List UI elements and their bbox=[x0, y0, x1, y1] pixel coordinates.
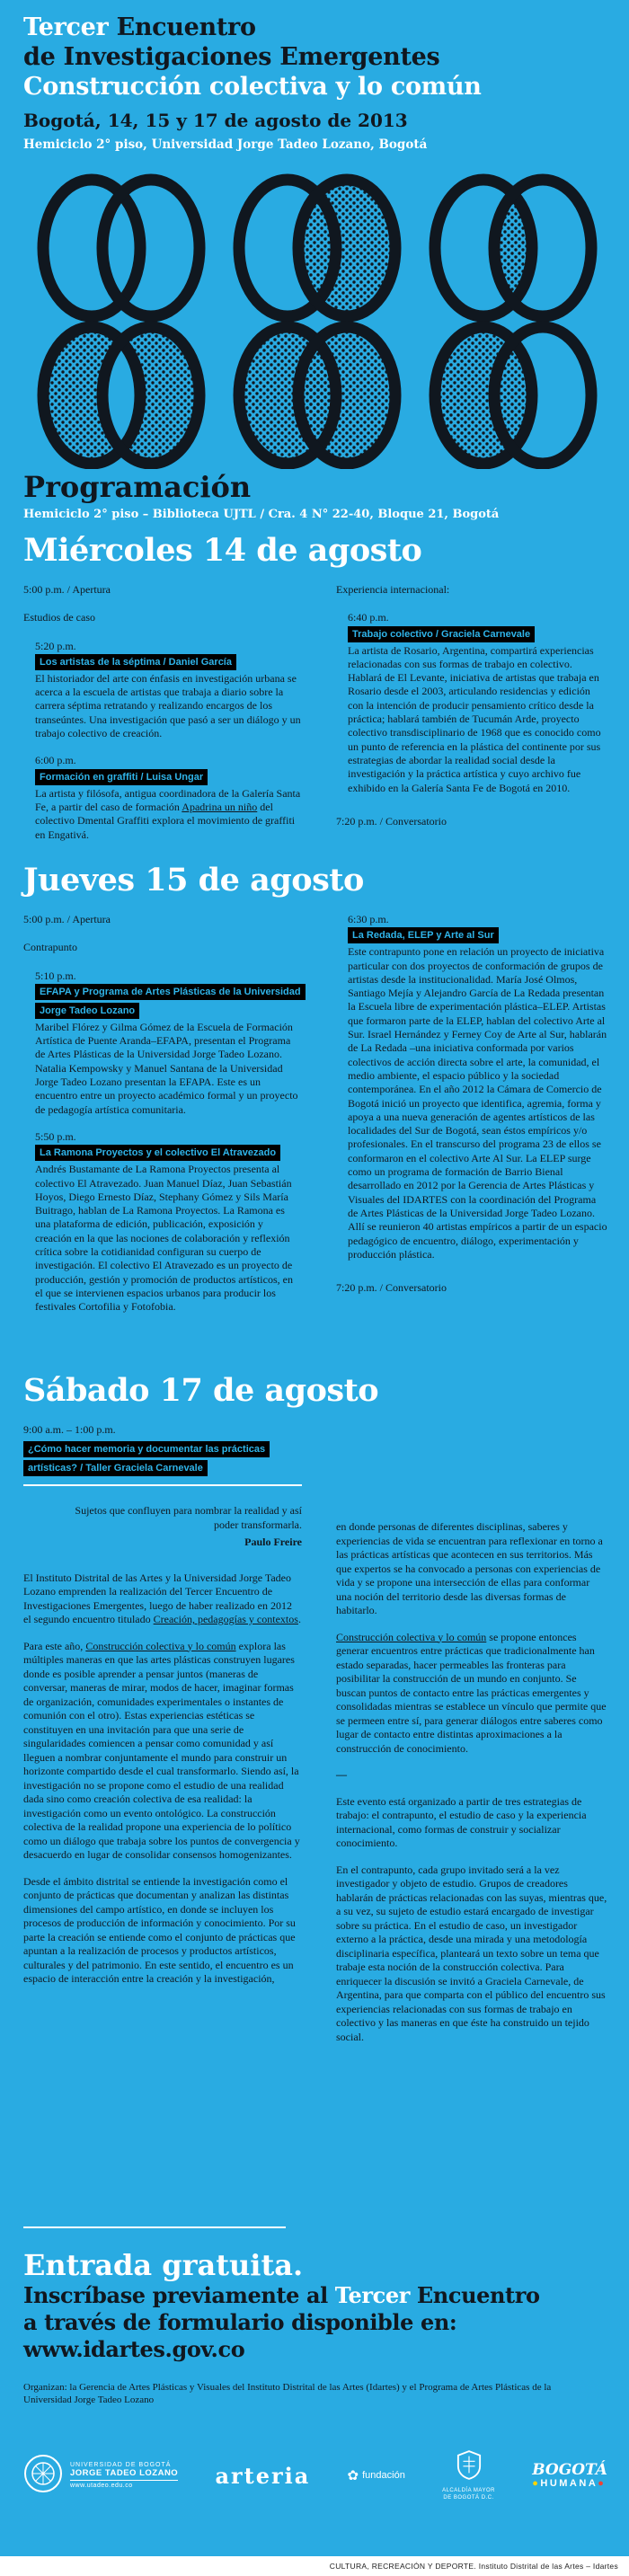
program-venue: Hemiciclo 2° piso – Biblioteca UJTL / Cra. 4 N° 22-40, Bloque 21, Bogotá bbox=[23, 508, 500, 521]
event-time: 6:30 p.m. bbox=[348, 913, 389, 925]
alcaldia-logo bbox=[442, 2449, 495, 2501]
paragraph-divider-dash: — bbox=[336, 1768, 347, 1781]
utadeo-name-line2: JORGE TADEO LOZANO bbox=[70, 2468, 178, 2481]
intro-paragraph: Este evento está organizado a partir de tres estrategias de trabajo: el contrapunto, el estudio de caso y la experiencia internacional, como formas de construir y socializar conocimiento. bbox=[336, 1794, 587, 1849]
event-description: La artista y filósofa, antigua coordinadora de la Galería Santa Fe, a partir del caso de formación Apadrina un niño del colectivo Dmental Graffiti explora el movimiento de graffiti en Engativá. bbox=[35, 786, 301, 841]
utadeo-logo bbox=[23, 2454, 178, 2498]
bottom-bar-text: CULTURA, RECREACIÓN Y DEPORTE. Instituto Distrital de las Artes – Idartes bbox=[329, 2562, 618, 2571]
header bbox=[23, 13, 607, 152]
opening-time: 5:00 p.m. / Apertura bbox=[23, 583, 111, 596]
event-luisa-ungar bbox=[35, 754, 302, 841]
event-description: Maribel Flórez y Gilma Gómez de la Escuela de Formación Artística de Puente Aranda–EFAPA, presentan el Programa de Artes Plásticas de la Universidad Jorge Tadeo Lozano. Natalia Kempowsky y Manuel Santana de la Universidad Jorge Tadeo Lozano presentan la EFAPA. Este es un encuentro entre un proyecto académico formal y un proyecto de pedagogía artística comunitaria. bbox=[35, 1020, 298, 1116]
thursday-right-column bbox=[336, 913, 607, 1328]
program-title: Programación bbox=[23, 470, 252, 504]
section-intro-text bbox=[23, 1484, 607, 2057]
event-time: 6:40 p.m. bbox=[348, 611, 389, 624]
day-heading-thursday: Jueves 15 de agosto bbox=[23, 862, 364, 899]
event-venue: Hemiciclo 2° piso, Universidad Jorge Tadeo Lozano, Bogotá bbox=[23, 137, 428, 152]
intro-right-column bbox=[336, 1484, 607, 2057]
alcaldia-shield-icon bbox=[456, 2449, 482, 2484]
fundacion-logo bbox=[348, 2469, 405, 2483]
event-description: Andrés Bustamante de La Ramona Proyectos presenta al colectivo El Atravezado. Juan Manuel Díaz, Juan Sebastián Hoyos, Diego Ernesto Díaz, Stephany Gómez y Sils María Buitrago, hablan de La Ramona Proyectos. La Ramona es una plataforma de edición, publicación, exposición y creación en la que las nociones de colaboración y reflexión crítica sobre la cotidianidad configuran su cuerpo de investigación. El colectivo El Atravezado es un proyecto de producción, gestión y promoción de productos artísticos, en el que se intervienen espacios urbanos para producir los festivales Cortofilia y Fotofobia. bbox=[35, 1163, 293, 1314]
intro-paragraph: Desde el ámbito distrital se entiende la investigación como el conjunto de prácticas que documentan y analizan las distintas dimensiones del campo artístico, en donde se incluyen los procesos de producción de información y conocimiento. Por su parte la creación se entiende como el conjunto de prácticas que apuntan a la realización de procesos y productos artísticos, culturales y del patrimonio. En este sentido, el encuentro es un espacio de interacción entre la creación y la investigación, bbox=[23, 1874, 296, 1985]
workshop-time: 9:00 a.m. – 1:00 p.m. bbox=[23, 1423, 116, 1436]
section-saturday bbox=[23, 1373, 607, 1478]
section-registration bbox=[23, 2226, 607, 2363]
event-time: 5:20 p.m. bbox=[35, 639, 76, 652]
workshop-title: ¿Cómo hacer memoria y documentar las prácticas artísticas? / Taller Graciela Carnevale bbox=[23, 1440, 297, 1478]
title-line3: Construcción colectiva y lo común bbox=[23, 73, 482, 101]
event-title: EFAPA y Programa de Artes Plásticas de la Universidad Jorge Tadeo Lozano bbox=[35, 983, 302, 1021]
bottom-bar bbox=[0, 2556, 629, 2576]
humana-wordmark: ●HUMANA● bbox=[532, 2477, 607, 2489]
logos-row bbox=[23, 2426, 607, 2525]
event-daniel-garcia bbox=[35, 640, 302, 741]
event-title: La Ramona Proyectos y el colectivo El Atravezado bbox=[35, 1144, 302, 1163]
day-heading-wednesday: Miércoles 14 de agosto bbox=[23, 532, 422, 569]
registration-line2: a través de formulario disponible en: bbox=[23, 2309, 457, 2335]
event-description: Este contrapunto pone en relación un proyecto de iniciativa particular con dos proyectos de conformación de grupos de artistas desde la institucionalidad. María José Olmos, Santiago Mejía y Alejandro García de La Redada presentan la Escuela libre de experimentación plástica–ELEP. Artistas que formaron parte de la ELEP, hablan del colectivo Arte al Sur. Israel Hernández y Ferney Coy de Arte al Sur, hablarán de La Redada –una iniciativa conformada por varios colectivos de acción directa sobre el arte, la comunidad, el medio ambiente, el espacio público y la sociedad contemporánea. En el año 2012 la Cámara de Comercio de Bogotá inició un proyecto que identifica, agremia, forma y apoya a una nueva generación de agentes artísticos de las localidades del Sur de Bogotá, sean éstos empíricos y/o profesionales. En el transcurso del programa 23 de ellos se conformaron en el colectivo Arte Al Sur. La ELEP surge como un programa de formación de Barrio Bienal desarrollado en 2012 por la Gerencia de Artes Plásticas y Visuales del IDARTES con la coordinación del Programa de Artes Plásticas de la Universidad Jorge Tadeo Lozano. Allí se reunieron 40 artistas empíricos a partir de un espacio pedagógico de encuentro, diálogo, experimentación y producción plástica. bbox=[348, 945, 607, 1261]
venn-circles-graphic bbox=[0, 173, 629, 469]
event-time: 6:00 p.m. bbox=[35, 754, 76, 767]
utadeo-seal-icon bbox=[23, 2454, 63, 2498]
section-wednesday bbox=[23, 533, 607, 855]
closing-time: 7:20 p.m. / Conversatorio bbox=[336, 1281, 447, 1295]
intro-paragraph: Para este año, Construcción colectiva y lo común explora las múltiples maneras en que las artes plásticas construyen lugares donde es posible aprender a pensar juntos (maneras de conversar, maneras de mirar, modos de hacer, imaginar formas de organización, comunidades experimentales o instantes de comunión con el otro). Estas experiencias estéticas se constituyen en una invitación para que una serie de singularidades comiencen a pensar como comunidad y así lleguen a nombrar conjuntamente el mundo para construir un horizonte compartido desde el cual transformarlo. Siendo así, la investigación no se propone como el estudio de una realidad dada sino como creación colectiva de esa realidad: la investigación como un evento ontológico. La construcción colectiva de la realidad propone una experiencia de lo político como un diálogo que trabaja sobre los puntos de convergencia y desacuerdo en lugar de consolidar consensos homogenizantes. bbox=[23, 1639, 300, 1861]
arteria-logo: arteria bbox=[215, 2462, 311, 2489]
intro-paragraph: Construcción colectiva y lo común se propone entonces generar encuentros entre prácticas que tradicionalmente han estado separadas, hacer permeables las fronteras para posibilitar la construcción de un mundo en conjunto. Se buscan puntos de contacto entre las prácticas emergentes y consolidadas mientras se establece un vínculo que permite que se permeen entre sí, para generar diálogos entre saberes como lugar de contacto entre distintas aproximaciones a la construcción de conocimiento. bbox=[336, 1630, 607, 1755]
category-label: Estudios de caso bbox=[23, 611, 95, 624]
quote-author: Paulo Freire bbox=[244, 1536, 302, 1548]
registration-line1: Inscríbase previamente al Tercer Encuentro bbox=[23, 2282, 540, 2308]
bogota-wordmark: BOGOTÁ bbox=[532, 2460, 607, 2479]
program-header bbox=[23, 471, 607, 521]
event-la-redada bbox=[348, 913, 607, 1261]
wednesday-right-column bbox=[336, 583, 607, 855]
wednesday-left-column bbox=[23, 583, 302, 855]
title-word-tercer: Tercer bbox=[23, 13, 109, 41]
divider-rule bbox=[23, 2226, 286, 2228]
alcaldia-caption-line2: DE BOGOTÁ D.C. bbox=[443, 2495, 494, 2501]
opening-time: 5:00 p.m. / Apertura bbox=[23, 913, 111, 925]
registration-url[interactable]: www.idartes.gov.co bbox=[23, 2336, 245, 2362]
freire-quote bbox=[50, 1504, 302, 1550]
event-title: Formación en graffiti / Luisa Ungar bbox=[35, 768, 302, 787]
intro-left-column bbox=[23, 1484, 302, 2057]
title-line2: de Investigaciones Emergentes bbox=[23, 43, 440, 71]
event-time: 5:10 p.m. bbox=[35, 969, 76, 982]
utadeo-name-line1: UNIVERSIDAD DE BOGOTÁ bbox=[70, 2462, 172, 2468]
alcaldia-caption-line1: ALCALDÍA MAYOR bbox=[442, 2488, 495, 2493]
utadeo-url: www.utadeo.edu.co bbox=[70, 2483, 133, 2489]
intro-paragraph: en donde personas de diferentes disciplinas, saberes y experiencias de vida se encuentran para reflexionar en torno a las prácticas artísticas que acontecen en sus territorios. Más que expertos se ha convocado a personas con experiencias de vida y se propone una intersección de ellas para conformar una noción del territorio desde las diversas formas de habitarlo. bbox=[336, 1520, 603, 1616]
thursday-left-column bbox=[23, 913, 302, 1328]
event-title: La Redada, ELEP y Arte al Sur bbox=[348, 926, 607, 945]
event-dates: Bogotá, 14, 15 y 17 de agosto de 2013 bbox=[23, 110, 408, 131]
category-label: Experiencia internacional: bbox=[336, 583, 450, 596]
organizers-text: Organizan: la Gerencia de Artes Plásticas y Visuales del Instituto Distrital de las Artes (Idartes) y el Programa de Artes Plásticas de la Universidad Jorge Tadeo Lozano bbox=[23, 2382, 552, 2405]
intro-paragraph: El Instituto Distrital de las Artes y la Universidad Jorge Tadeo Lozano emprenden la realización del Tercer Encuentro de Investigaciones Emergentes, luego de haber realizado en 2012 el segundo encuentro titulado Creación, pedagogías y contextos. bbox=[23, 1571, 301, 1625]
closing-time: 7:20 p.m. / Conversatorio bbox=[336, 814, 447, 828]
title-word-encuentro: Encuentro bbox=[116, 13, 256, 41]
event-description: La artista de Rosario, Argentina, compartirá experiencias relacionadas con sus formas de trabajo en colectivo. Hablará de El Levante, iniciativa de artistas que trabaja en Rosario desde el 2003, articulando residencias y edición con la intención de producir pensamiento crítico desde la práctica; hablará también de Tucumán Arde, proyecto colectivo transdisciplinario de 1968 que es conocido como un punto de referencia en la plástica del continente por sus estrategias de abordar la realidad social desde la investigación y la práctica artística y cuyo archivo fue exhibido en la Galería Santa Fe de Bogotá en 2010. bbox=[348, 643, 601, 794]
event-efapa bbox=[35, 969, 302, 1117]
intro-paragraph: En el contrapunto, cada grupo invitado será a la vez investigador y objeto de estudio. Grupos de creadores hablarán de prácticas relacionadas con las suyas, mientras que, a su vez, su sujeto de estudio estará encargado de investigar sobre su práctica. En el estudio de caso, un investigador externo a la práctica, desde una mirada y una metodología disciplinaria específica, planteará un texto sobre un tema que trabaje esta noción de la construcción colectiva. Para enriquecer la discusión se invitó a Graciela Carnevale, de Argentina, para que comparta con el público del encuentro sus experiencias relacionadas con sus formas de trabajo en colectivo y las maneras en que éste ha construido un tejido social. bbox=[336, 1863, 607, 2043]
flower-icon: ✿ bbox=[347, 2467, 359, 2483]
fundacion-label: fundación bbox=[362, 2470, 405, 2481]
section-thursday bbox=[23, 863, 607, 1328]
event-time: 5:50 p.m. bbox=[35, 1129, 76, 1143]
event-description: El historiador del arte con énfasis en investigación urbana se acerca a la escuela de artistas que trabaja a diario sobre la carrera séptima retratando y realizando encargos de los transeúntes. Una investigación que pasó a ser un diálogo y un trabajo colectivo de creación. bbox=[35, 671, 301, 740]
poster-title bbox=[23, 13, 607, 102]
event-title: Los artistas de la séptima / Daniel García bbox=[35, 653, 302, 672]
event-la-ramona bbox=[35, 1130, 302, 1315]
bogota-humana-logo bbox=[532, 2462, 607, 2490]
free-entry-text: Entrada gratuita. bbox=[23, 2248, 304, 2282]
event-title: Trabajo colectivo / Graciela Carnevale bbox=[348, 625, 607, 644]
event-graciela-carnevale bbox=[348, 611, 607, 795]
day-heading-saturday: Sábado 17 de agosto bbox=[23, 1372, 379, 1409]
divider-rule bbox=[23, 1484, 302, 1486]
quote-text: Sujetos que confluyen para nombrar la realidad y así poder transformarla. bbox=[75, 1504, 302, 1531]
category-label: Contrapunto bbox=[23, 941, 77, 954]
